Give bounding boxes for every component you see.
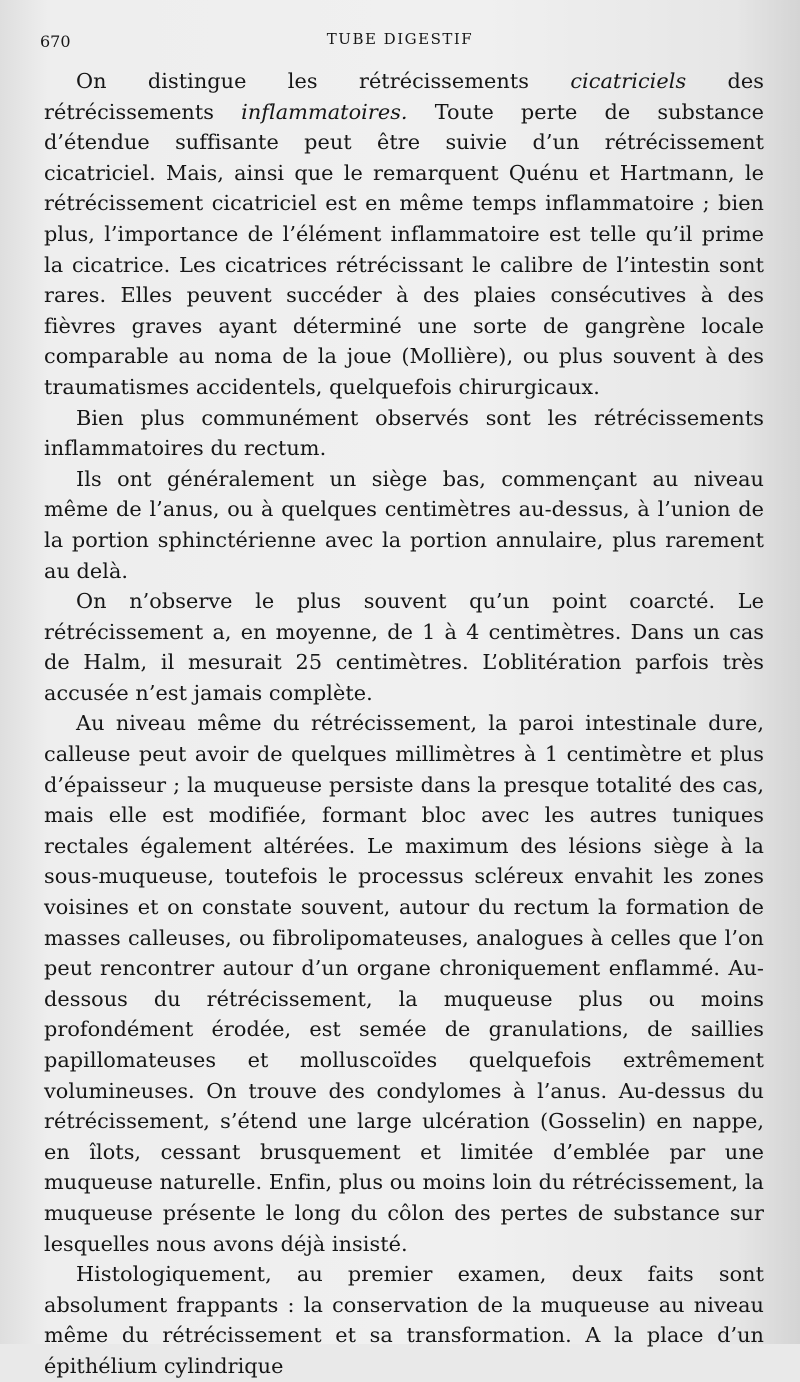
- paragraph-4: On n’observe le plus souvent qu’un point coarcté. Le rétrécissement a, en moyenne, de 1 à 4 centimètres. Dans un cas de Halm, il mesurait 25 centimètres. L’oblitération parfois très accusée n’est jamais complète.: [44, 589, 764, 705]
- italic-term-cicatriciels: cicatriciels: [570, 69, 687, 93]
- paragraph-6: Histologiquement, au premier examen, deux faits sont absolument frappants : la conservation de la muqueuse au niveau même du rétrécissement et sa transformation. A la place d’un épithélium cylindrique: [44, 1262, 764, 1378]
- italic-term-inflammatoires: inflammatoires.: [241, 99, 408, 124]
- paragraph-1-text-2: des rétrécissements: [44, 69, 764, 124]
- paragraph-1-text-1: On distingue les rétrécissements: [76, 69, 571, 93]
- page-header: [40, 30, 760, 54]
- page-number: 670: [40, 32, 71, 51]
- running-title: TUBE DIGESTIF: [326, 30, 474, 48]
- paragraph-1-text-3: Toute perte de substance d’étendue suffisante peut être suivie d’un rétrécissement cicatriciel. Mais, ainsi que le remarquent Quénu et Hartmann, le rétrécissement cicatriciel est en même temps inflammatoire ; bien plus, l’importance de l’élément inflammatoire est telle qu’il prime la cicatrice. Les cicatrices rétrécissant le calibre de l’intestin sont rares. Elles peuvent succéder à des plaies consécutives à des fièvres graves ayant déterminé une sorte de gangrène locale comparable au noma de la joue (Mollière), ou plus souvent à des traumatismes accidentels, quelquefois chirurgicaux.: [44, 99, 764, 399]
- paragraph-2: Bien plus communément observés sont les rétrécissements inflammatoires du rectum.: [44, 405, 764, 461]
- page-body: [44, 66, 764, 1382]
- paragraph-3: Ils ont généralement un siège bas, commençant au niveau même de l’anus, ou à quelques centimètres au-dessus, à l’union de la portion sphinctérienne avec la portion annulaire, plus rarement au delà.: [44, 466, 764, 583]
- paragraph-5: Au niveau même du rétrécissement, la paroi intestinale dure, calleuse peut avoir de quelques millimètres à 1 centimètre et plus d’épaisseur ; la muqueuse persiste dans la presque totalité des cas, mais elle est modifiée, formant bloc avec les autres tuniques rectales également altérées. Le maximum des lésions siège à la sous-muqueuse, toutefois le processus scléreux envahit les zones voisines et on constate souvent, autour du rectum la formation de masses calleuses, ou fibrolipomateuses, analogues à celles que l’on peut rencontrer autour d’un organe chroniquement enflammé. Au-dessous du rétrécissement, la muqueuse plus ou moins profondément érodée, est semée de granulations, de saillies papillomateuses et molluscoïdes quelquefois extrêmement volumineuses. On trouve des condylomes à l’anus. Au-dessus du rétrécissement, s’étend une large ulcération (Gosselin) en nappe, en îlots, cessant brusquement et limitée d’emblée par une muqueuse naturelle. Enfin, plus ou moins loin du rétrécissement, la muqueuse présente le long du côlon des pertes de substance sur lesquelles nous avons déjà insisté.: [44, 711, 764, 1256]
- paragraph-1: [44, 66, 764, 403]
